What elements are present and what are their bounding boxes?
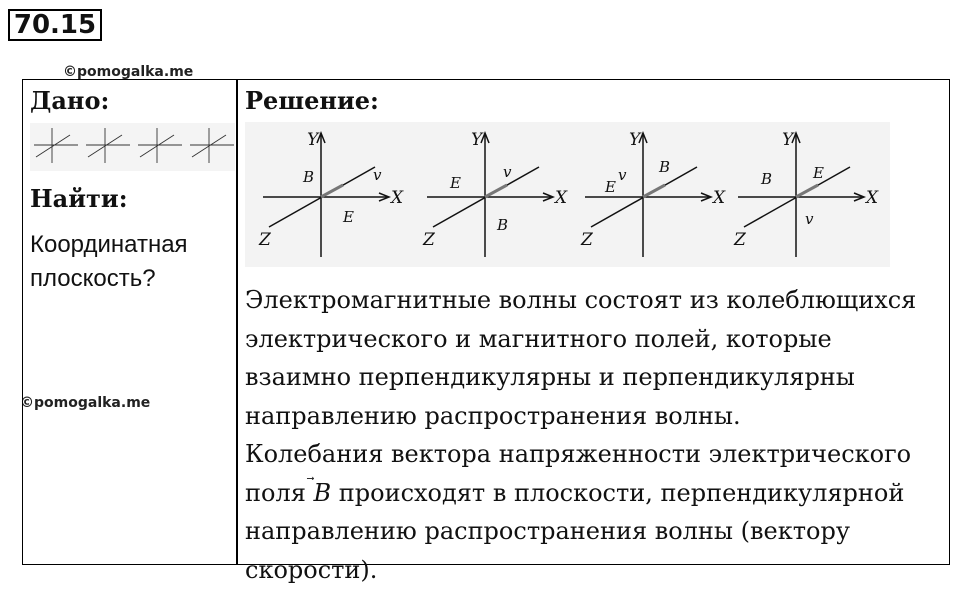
wave-vector-diagrams bbox=[245, 122, 890, 267]
watermark-top: ©pomogalka.me bbox=[63, 64, 194, 80]
axis-label-z: Z bbox=[581, 230, 593, 250]
watermark-middle: ©pomogalka.me bbox=[20, 395, 151, 411]
vector-arrow bbox=[321, 185, 343, 197]
vector-label: v bbox=[373, 166, 382, 184]
axis-label-y: Y bbox=[307, 130, 319, 150]
solution-heading: Решение: bbox=[245, 86, 379, 115]
vector-label: v bbox=[503, 163, 512, 181]
solution-paragraph-2 bbox=[245, 435, 945, 589]
axis-label-y: Y bbox=[471, 130, 483, 150]
vector-label: v bbox=[618, 166, 627, 184]
axis-label-z: Z bbox=[259, 230, 271, 250]
axis-label-y: Y bbox=[782, 130, 794, 150]
given-thumb-1 bbox=[34, 128, 78, 163]
given-thumb-4 bbox=[190, 128, 234, 163]
axis-label-x: X bbox=[866, 188, 879, 208]
axis-label-x: X bbox=[555, 188, 568, 208]
axis-label-z: Z bbox=[734, 230, 746, 250]
axis-label-z: Z bbox=[423, 230, 435, 250]
given-thumb-2 bbox=[86, 128, 130, 163]
vector-label: B bbox=[659, 158, 671, 176]
vector-label: E bbox=[343, 208, 354, 226]
solution-paragraph-1: Электромагнитные волны состоят из колеблющихся электрического и магнитного полей, которые взаимно перпендикулярны и перпендикулярны направлению распространения волны. bbox=[245, 286, 917, 430]
find-heading: Найти: bbox=[30, 184, 128, 213]
problem-number: 70.15 bbox=[8, 9, 102, 41]
vector-label: B bbox=[303, 168, 315, 186]
axis-label-x: X bbox=[391, 188, 404, 208]
vector-label: v bbox=[805, 210, 814, 228]
vector-label: E bbox=[813, 164, 824, 182]
given-heading: Дано: bbox=[30, 86, 110, 115]
vector-arrow bbox=[643, 185, 665, 197]
given-diagrams-thumbnail bbox=[30, 123, 235, 171]
vector-b-letter: B bbox=[313, 478, 332, 507]
given-thumb-3 bbox=[138, 128, 182, 163]
vector-label: B bbox=[497, 216, 509, 234]
vector-label: E bbox=[605, 178, 616, 196]
find-question: Координатная плоскость? bbox=[30, 231, 188, 292]
solution-text bbox=[245, 281, 945, 589]
paragraph-2-before: Колебания вектора напряженности электрического поля bbox=[245, 440, 912, 507]
axis-label-y: Y bbox=[629, 130, 641, 150]
axis-label-x: X bbox=[713, 188, 726, 208]
column-divider bbox=[236, 79, 238, 565]
vector-label: E bbox=[450, 174, 461, 192]
vector-b-symbol bbox=[313, 474, 331, 513]
vector-arrow bbox=[485, 185, 507, 197]
vector-arrow bbox=[796, 185, 818, 197]
paragraph-2-after: происходят в плоскости, перпендикулярной направлению распространения волны (вектору скорости). bbox=[245, 478, 905, 584]
vector-label: B bbox=[761, 170, 773, 188]
